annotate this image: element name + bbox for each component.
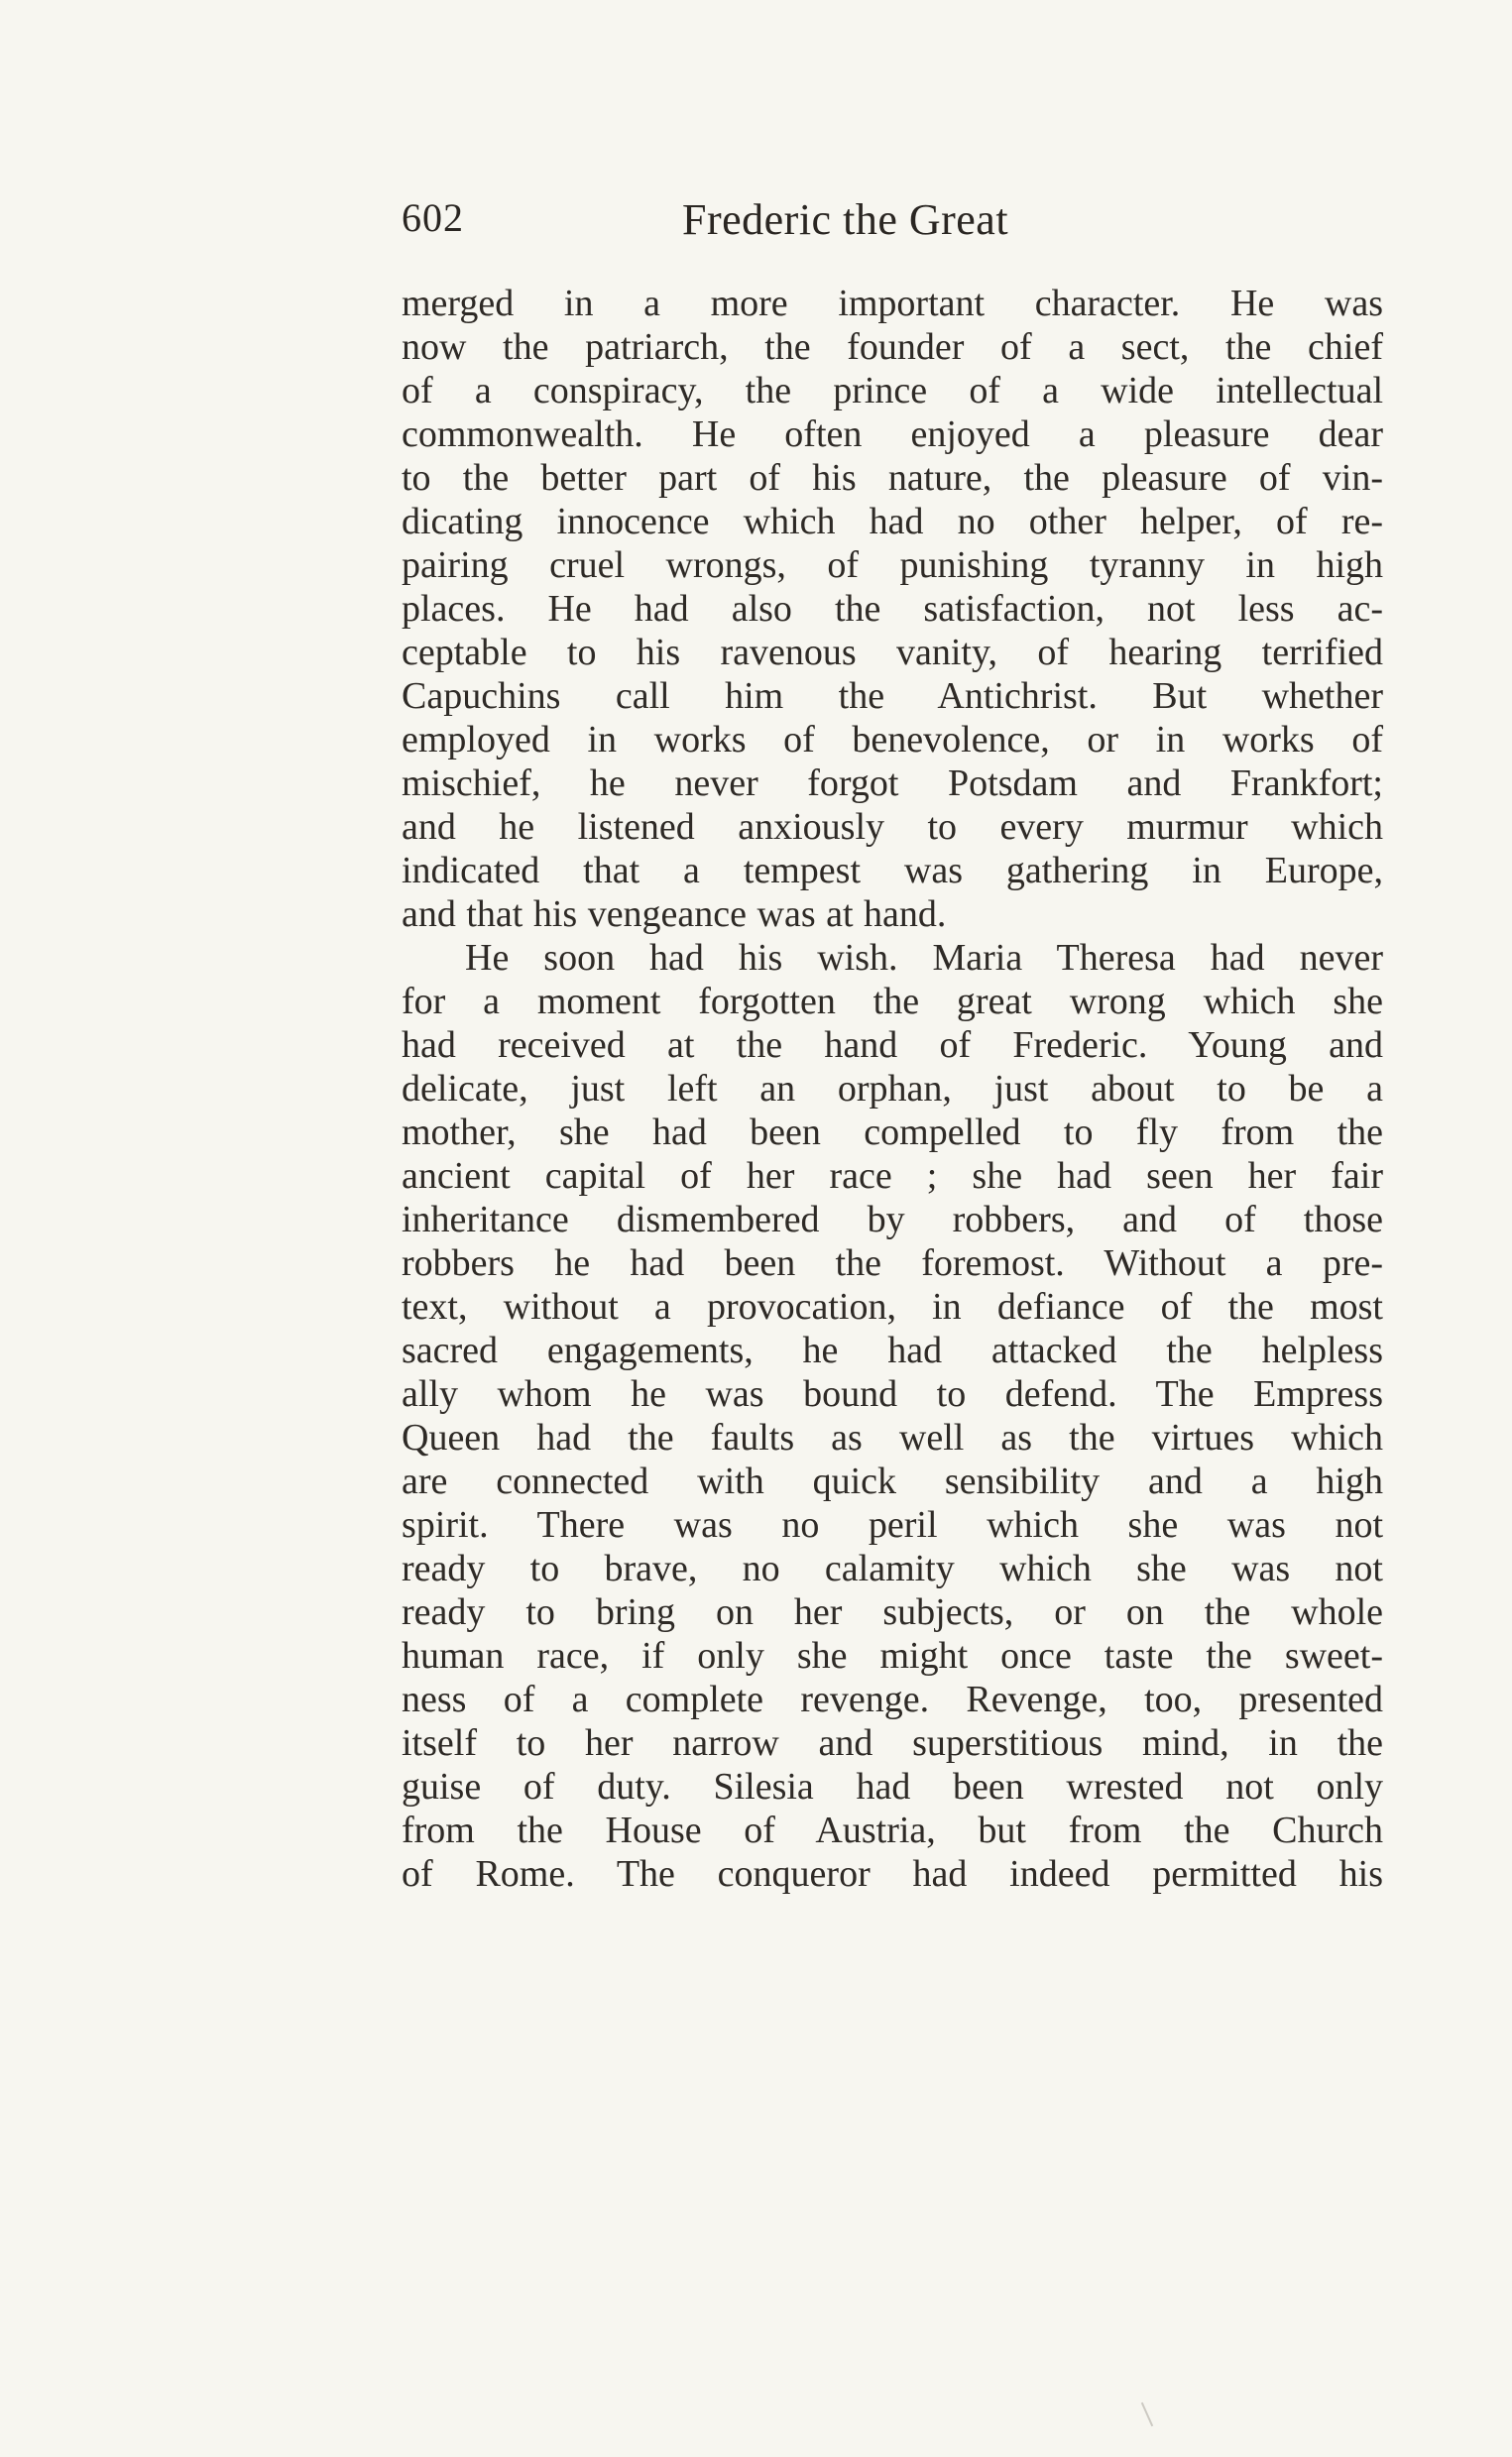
text-line: ready to bring on her subjects, or on the whole: [402, 1591, 1383, 1633]
text-line: Queen had the faults as well as the virtues which: [402, 1417, 1383, 1459]
text-line: human race, if only she might once taste the sweet-: [402, 1635, 1383, 1677]
text-line: guise of duty. Silesia had been wrested not only: [402, 1766, 1383, 1808]
text-line: itself to her narrow and superstitious mind, in the: [402, 1722, 1383, 1764]
text-line: robbers he had been the foremost. Without a pre-: [402, 1242, 1383, 1284]
text-line: ness of a complete revenge. Revenge, too, presented: [402, 1679, 1383, 1720]
text-line: He soon had his wish. Maria Theresa had never: [465, 937, 1383, 979]
text-line: now the patriarch, the founder of a sect, the chief: [402, 326, 1383, 368]
text-line: and he listened anxiously to every murmur which: [402, 806, 1383, 848]
stray-mark: [1141, 2402, 1153, 2427]
paragraph-2: [402, 936, 1383, 1896]
text-line: employed in works of benevolence, or in works of: [402, 719, 1383, 760]
running-title: Frederic the Great: [682, 195, 1009, 244]
text-line: inheritance dismembered by robbers, and of those: [402, 1199, 1383, 1240]
text-line: ally whom he was bound to defend. The Empress: [402, 1373, 1383, 1415]
text-line: Capuchins call him the Antichrist. But whether: [402, 675, 1383, 717]
text-line: for a moment forgotten the great wrong which she: [402, 981, 1383, 1022]
text-line: spirit. There was no peril which she was not: [402, 1504, 1383, 1546]
text-line: dicating innocence which had no other helper, of re-: [402, 501, 1383, 542]
page-number: 602: [402, 195, 464, 240]
paragraph-1: [402, 282, 1383, 936]
page-header: [402, 194, 1105, 254]
text-line: of Rome. The conqueror had indeed permitted his: [402, 1853, 1383, 1895]
text-line: mischief, he never forgot Potsdam and Frankfort;: [402, 762, 1383, 804]
text-line: had received at the hand of Frederic. Young and: [402, 1024, 1383, 1066]
text-line: ancient capital of her race ; she had seen her fair: [402, 1155, 1383, 1197]
text-line: of a conspiracy, the prince of a wide intellectual: [402, 370, 1383, 411]
text-line: ready to brave, no calamity which she was not: [402, 1548, 1383, 1589]
text-line: delicate, just left an orphan, just about to be a: [402, 1068, 1383, 1110]
text-line: sacred engagements, he had attacked the helpless: [402, 1330, 1383, 1371]
text-line: ceptable to his ravenous vanity, of hearing terrified: [402, 632, 1383, 673]
text-line: commonwealth. He often enjoyed a pleasure dear: [402, 413, 1383, 455]
text-line: pairing cruel wrongs, of punishing tyranny in high: [402, 544, 1383, 586]
text-line: mother, she had been compelled to fly from the: [402, 1112, 1383, 1153]
text-line: are connected with quick sensibility and a high: [402, 1461, 1383, 1502]
text-line: text, without a provocation, in defiance of the most: [402, 1286, 1383, 1328]
text-line: places. He had also the satisfaction, not less ac-: [402, 588, 1383, 630]
text-line: and that his vengeance was at hand.: [402, 893, 947, 935]
text-line: merged in a more important character. He was: [402, 283, 1383, 324]
text-line: indicated that a tempest was gathering in Europe,: [402, 850, 1383, 891]
body-text: [402, 282, 1383, 1896]
text-line: from the House of Austria, but from the Church: [402, 1810, 1383, 1851]
text-line: to the better part of his nature, the pleasure of vin-: [402, 457, 1383, 499]
